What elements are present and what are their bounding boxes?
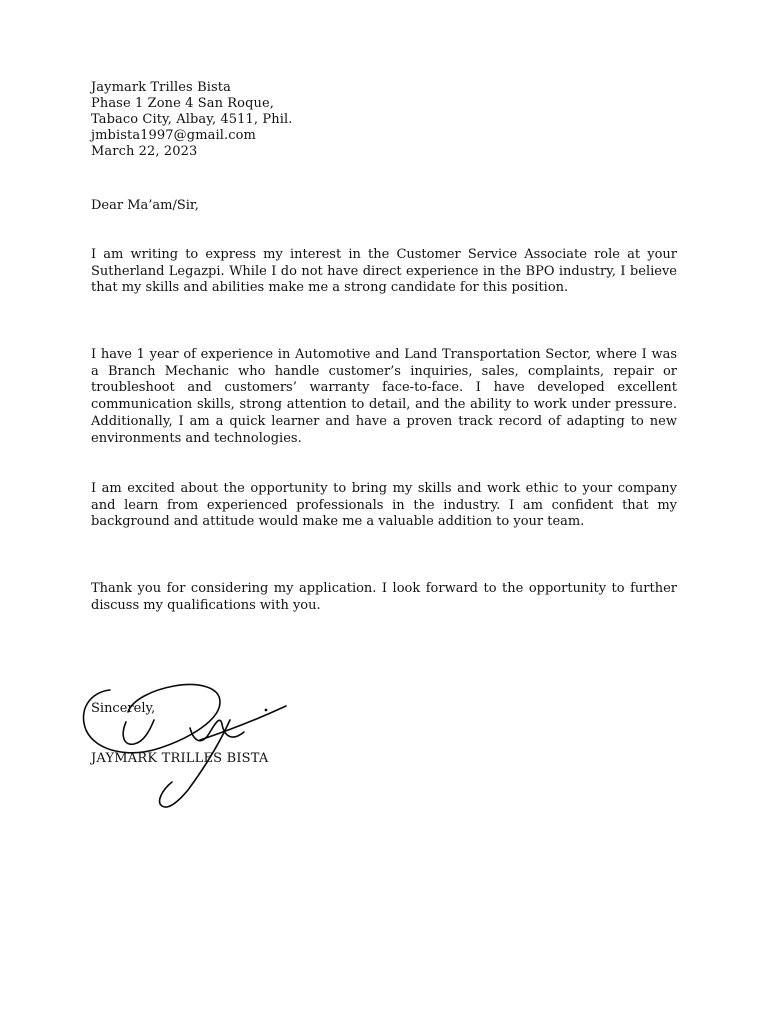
sender-block — [91, 80, 491, 160]
signature-icon — [70, 672, 300, 822]
salutation: Dear Ma’am/Sir, — [91, 198, 199, 213]
sender-email: jmbista1997@gmail.com — [91, 128, 256, 143]
signature-name: JAYMARK TRILLES BISTA — [91, 751, 269, 766]
letter-date: March 22, 2023 — [91, 144, 198, 159]
paragraph-thanks: Thank you for considering my application. I look forward to the opportunity to further discuss my qualifications with you. — [91, 581, 677, 613]
sender-address-line2: Tabaco City, Albay, 4511, Phil. — [91, 112, 293, 127]
sender-name: Jaymark Trilles Bista — [91, 80, 231, 95]
paragraph-motivation: I am excited about the opportunity to bring my skills and work ethic to your company and learn from experienced professionals in the industry. I am confident that my background and attitude would make me a valuable addition to your team. — [91, 481, 677, 530]
paragraph-experience: I have 1 year of experience in Automotive and Land Transportation Sector, where I was a Branch Mechanic who handle customer’s inquiries, sales, complaints, repair or troubleshoot and customers’ warranty face-to-face. I have developed excellent communication skills, strong attention to detail, and the ability to work under pressure. Additionally, I am a quick learner and have a proven track record of adapting to new environments and technologies. — [91, 347, 677, 446]
sender-address-line1: Phase 1 Zone 4 San Roque, — [91, 96, 275, 111]
paragraph-intro: I am writing to express my interest in the Customer Service Associate role at your Sutherland Legazpi. While I do not have direct experience in the BPO industry, I believe that my skills and abilities make me a strong candidate for this position. — [91, 247, 677, 296]
closing: Sincerely, — [91, 701, 156, 716]
